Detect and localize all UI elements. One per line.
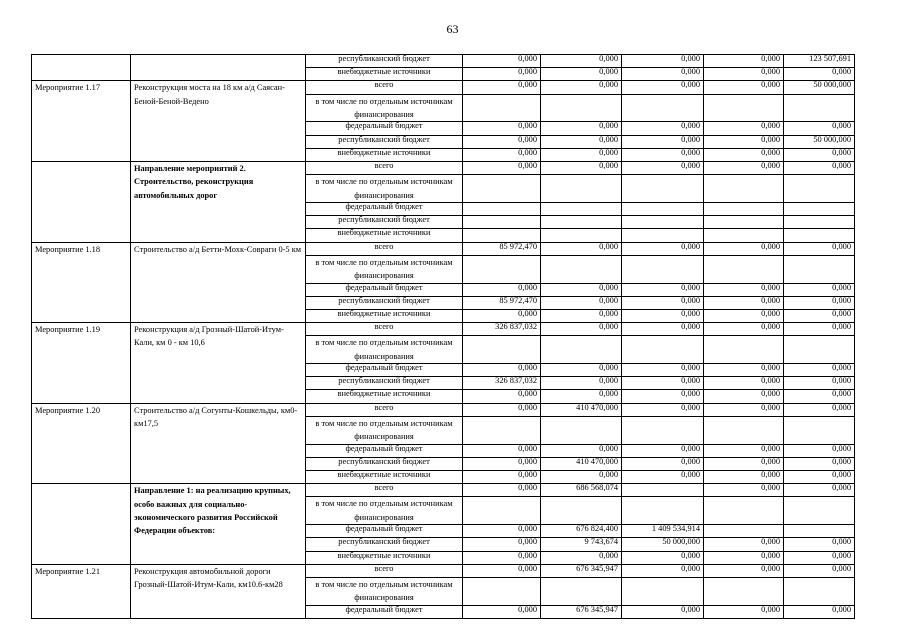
amount-cell: 0,000 xyxy=(541,309,622,322)
funding-source-cell: республиканский бюджет xyxy=(306,377,463,390)
amount-cell: 676 345,947 xyxy=(541,564,622,577)
amount-cell: 0,000 xyxy=(784,377,855,390)
amount-cell: 0,000 xyxy=(463,161,541,174)
amount-cell: 0,000 xyxy=(784,364,855,377)
amount-cell: 0,000 xyxy=(704,296,784,309)
amount-cell: 0,000 xyxy=(541,148,622,161)
event-name-cell: Реконструкция автомобильной дороги Грозный-Шатой-Итум-Кали, км10.6-км28 xyxy=(131,564,306,618)
amount-cell xyxy=(784,336,855,364)
funding-source-cell: в том числе по отдельным источникам финансирования xyxy=(306,336,463,364)
amount-cell: 0,000 xyxy=(622,444,704,457)
amount-cell: 0,000 xyxy=(784,538,855,551)
amount-cell: 686 568,074 xyxy=(541,484,622,497)
amount-cell xyxy=(704,229,784,242)
amount-cell: 0,000 xyxy=(622,323,704,336)
amount-cell: 0,000 xyxy=(541,81,622,94)
funding-source-cell: федеральный бюджет xyxy=(306,122,463,135)
amount-cell xyxy=(784,229,855,242)
funding-source-cell: республиканский бюджет xyxy=(306,135,463,148)
funding-source-cell: в том числе по отдельным источникам финансирования xyxy=(306,497,463,525)
amount-cell xyxy=(541,336,622,364)
amount-cell xyxy=(784,202,855,215)
amount-cell: 326 837,032 xyxy=(463,377,541,390)
funding-source-cell: внебюджетные источники xyxy=(306,229,463,242)
funding-source-cell: республиканский бюджет xyxy=(306,296,463,309)
amount-cell: 0,000 xyxy=(704,364,784,377)
funding-source-cell: республиканский бюджет xyxy=(306,55,463,68)
amount-cell: 0,000 xyxy=(463,390,541,403)
amount-cell xyxy=(704,216,784,229)
amount-cell xyxy=(622,94,704,122)
page-number: 63 xyxy=(446,22,459,36)
amount-cell: 0,000 xyxy=(541,390,622,403)
amount-cell xyxy=(463,175,541,203)
amount-cell: 0,000 xyxy=(463,551,541,564)
funding-source-cell: внебюджетные источники xyxy=(306,148,463,161)
amount-cell: 0,000 xyxy=(622,135,704,148)
direction-name-cell: Направление 1: на реализацию крупных, особо важных для социально-экономического развития Российской Федерации объектов: xyxy=(131,484,306,565)
amount-cell xyxy=(784,416,855,444)
amount-cell xyxy=(541,416,622,444)
amount-cell: 0,000 xyxy=(704,309,784,322)
amount-cell: 0,000 xyxy=(463,605,541,618)
amount-cell: 9 743,674 xyxy=(541,538,622,551)
funding-source-cell: в том числе по отдельным источникам финансирования xyxy=(306,577,463,605)
amount-cell xyxy=(784,94,855,122)
amount-cell: 0,000 xyxy=(784,283,855,296)
amount-cell: 123 507,691 xyxy=(784,55,855,68)
funding-source-cell: федеральный бюджет xyxy=(306,202,463,215)
amount-cell xyxy=(704,416,784,444)
amount-cell: 0,000 xyxy=(784,148,855,161)
amount-cell: 85 972,470 xyxy=(463,242,541,255)
amount-cell: 0,000 xyxy=(541,242,622,255)
amount-cell: 0,000 xyxy=(541,122,622,135)
funding-source-cell: федеральный бюджет xyxy=(306,605,463,618)
amount-cell: 0,000 xyxy=(704,484,784,497)
amount-cell xyxy=(704,94,784,122)
amount-cell: 0,000 xyxy=(784,161,855,174)
amount-cell: 0,000 xyxy=(463,309,541,322)
amount-cell: 676 345,947 xyxy=(541,605,622,618)
amount-cell xyxy=(704,255,784,283)
amount-cell: 0,000 xyxy=(463,457,541,470)
funding-source-cell: в том числе по отдельным источникам финансирования xyxy=(306,94,463,122)
amount-cell: 0,000 xyxy=(622,309,704,322)
amount-cell: 0,000 xyxy=(541,68,622,81)
amount-cell xyxy=(463,94,541,122)
amount-cell xyxy=(784,525,855,538)
table-row xyxy=(32,564,855,577)
amount-cell: 0,000 xyxy=(704,161,784,174)
amount-cell xyxy=(622,577,704,605)
amount-cell: 0,000 xyxy=(704,444,784,457)
amount-cell xyxy=(704,497,784,525)
amount-cell xyxy=(463,229,541,242)
amount-cell: 0,000 xyxy=(463,525,541,538)
amount-cell xyxy=(622,416,704,444)
amount-cell: 0,000 xyxy=(463,68,541,81)
funding-source-cell: республиканский бюджет xyxy=(306,216,463,229)
amount-cell: 326 837,032 xyxy=(463,323,541,336)
funding-source-cell: в том числе по отдельным источникам финансирования xyxy=(306,255,463,283)
amount-cell: 0,000 xyxy=(463,403,541,416)
amount-cell: 0,000 xyxy=(784,242,855,255)
amount-cell: 0,000 xyxy=(704,283,784,296)
event-cell: Мероприятие 1.17 xyxy=(32,81,131,162)
amount-cell xyxy=(704,525,784,538)
amount-cell: 0,000 xyxy=(784,296,855,309)
amount-cell: 0,000 xyxy=(622,551,704,564)
amount-cell xyxy=(784,255,855,283)
amount-cell: 0,000 xyxy=(704,135,784,148)
amount-cell: 0,000 xyxy=(541,55,622,68)
amount-cell xyxy=(541,202,622,215)
amount-cell xyxy=(622,484,704,497)
funding-source-cell: внебюджетные источники xyxy=(306,309,463,322)
funding-source-cell: всего xyxy=(306,81,463,94)
amount-cell xyxy=(541,255,622,283)
amount-cell: 0,000 xyxy=(541,283,622,296)
amount-cell: 0,000 xyxy=(784,444,855,457)
amount-cell xyxy=(463,255,541,283)
amount-cell: 0,000 xyxy=(541,444,622,457)
amount-cell xyxy=(622,229,704,242)
amount-cell xyxy=(704,336,784,364)
amount-cell: 0,000 xyxy=(463,444,541,457)
funding-source-cell: внебюджетные источники xyxy=(306,551,463,564)
amount-cell: 0,000 xyxy=(541,135,622,148)
amount-cell: 0,000 xyxy=(463,135,541,148)
amount-cell: 0,000 xyxy=(704,390,784,403)
amount-cell xyxy=(784,216,855,229)
amount-cell: 0,000 xyxy=(463,538,541,551)
amount-cell: 0,000 xyxy=(784,68,855,81)
funding-source-cell: федеральный бюджет xyxy=(306,364,463,377)
funding-source-cell: в том числе по отдельным источникам финансирования xyxy=(306,416,463,444)
amount-cell: 0,000 xyxy=(541,364,622,377)
amount-cell: 410 470,000 xyxy=(541,457,622,470)
amount-cell: 0,000 xyxy=(463,148,541,161)
amount-cell: 0,000 xyxy=(704,471,784,484)
amount-cell: 0,000 xyxy=(622,364,704,377)
amount-cell: 0,000 xyxy=(622,471,704,484)
amount-cell xyxy=(704,577,784,605)
amount-cell: 50 000,000 xyxy=(784,81,855,94)
amount-cell: 0,000 xyxy=(463,122,541,135)
event-cell xyxy=(32,161,131,242)
funding-source-cell: в том числе по отдельным источникам финансирования xyxy=(306,175,463,203)
amount-cell xyxy=(622,202,704,215)
event-cell: Мероприятие 1.18 xyxy=(32,242,131,323)
amount-cell: 0,000 xyxy=(784,309,855,322)
funding-source-cell: всего xyxy=(306,484,463,497)
amount-cell: 0,000 xyxy=(704,564,784,577)
amount-cell: 0,000 xyxy=(622,390,704,403)
funding-source-cell: всего xyxy=(306,403,463,416)
amount-cell: 50 000,000 xyxy=(622,538,704,551)
amount-cell: 0,000 xyxy=(704,323,784,336)
table-row xyxy=(32,161,855,174)
amount-cell: 0,000 xyxy=(622,296,704,309)
amount-cell xyxy=(784,175,855,203)
amount-cell: 0,000 xyxy=(541,471,622,484)
amount-cell xyxy=(463,497,541,525)
amount-cell: 0,000 xyxy=(463,55,541,68)
amount-cell xyxy=(541,175,622,203)
funding-source-cell: федеральный бюджет xyxy=(306,283,463,296)
amount-cell: 410 470,000 xyxy=(541,403,622,416)
amount-cell: 0,000 xyxy=(622,605,704,618)
amount-cell: 0,000 xyxy=(463,364,541,377)
event-cell xyxy=(32,484,131,565)
amount-cell xyxy=(622,175,704,203)
amount-cell xyxy=(784,577,855,605)
amount-cell: 0,000 xyxy=(463,564,541,577)
amount-cell: 0,000 xyxy=(622,81,704,94)
amount-cell: 0,000 xyxy=(784,390,855,403)
amount-cell: 0,000 xyxy=(541,296,622,309)
amount-cell: 0,000 xyxy=(622,564,704,577)
amount-cell: 0,000 xyxy=(463,471,541,484)
amount-cell: 0,000 xyxy=(704,457,784,470)
amount-cell xyxy=(463,577,541,605)
amount-cell: 0,000 xyxy=(784,323,855,336)
amount-cell: 0,000 xyxy=(622,161,704,174)
amount-cell: 0,000 xyxy=(541,161,622,174)
amount-cell: 676 824,400 xyxy=(541,525,622,538)
amount-cell: 0,000 xyxy=(784,471,855,484)
funding-source-cell: внебюджетные источники xyxy=(306,471,463,484)
amount-cell: 50 000,000 xyxy=(784,135,855,148)
amount-cell: 0,000 xyxy=(622,377,704,390)
amount-cell: 0,000 xyxy=(622,242,704,255)
amount-cell: 0,000 xyxy=(541,551,622,564)
amount-cell: 0,000 xyxy=(622,68,704,81)
amount-cell xyxy=(622,497,704,525)
table-row xyxy=(32,484,855,497)
amount-cell: 0,000 xyxy=(463,484,541,497)
amount-cell xyxy=(541,229,622,242)
amount-cell: 0,000 xyxy=(622,283,704,296)
amount-cell xyxy=(704,175,784,203)
amount-cell: 0,000 xyxy=(622,457,704,470)
amount-cell: 0,000 xyxy=(463,81,541,94)
funding-source-cell: республиканский бюджет xyxy=(306,538,463,551)
event-cell: Мероприятие 1.19 xyxy=(32,323,131,404)
amount-cell: 85 972,470 xyxy=(463,296,541,309)
amount-cell xyxy=(622,336,704,364)
funding-source-cell: всего xyxy=(306,242,463,255)
table-row xyxy=(32,323,855,336)
amount-cell xyxy=(541,497,622,525)
amount-cell xyxy=(541,216,622,229)
amount-cell: 0,000 xyxy=(704,551,784,564)
event-name-cell: Строительство а/д Бетти-Мохк-Совраги 0-5 км xyxy=(131,242,306,323)
funding-source-cell: всего xyxy=(306,323,463,336)
amount-cell: 0,000 xyxy=(704,605,784,618)
event-name-cell: Реконструкция моста на 18 км а/д Саясан-Беной-Беной-Ведено xyxy=(131,81,306,162)
amount-cell: 0,000 xyxy=(784,403,855,416)
amount-cell xyxy=(541,577,622,605)
amount-cell: 0,000 xyxy=(622,403,704,416)
amount-cell: 1 409 534,914 xyxy=(622,525,704,538)
event-cell: Мероприятие 1.20 xyxy=(32,403,131,484)
table-row xyxy=(32,242,855,255)
amount-cell: 0,000 xyxy=(704,68,784,81)
amount-cell: 0,000 xyxy=(784,605,855,618)
event-name-cell xyxy=(131,55,306,81)
funding-source-cell: федеральный бюджет xyxy=(306,525,463,538)
amount-cell: 0,000 xyxy=(704,538,784,551)
funding-source-cell: всего xyxy=(306,564,463,577)
funding-source-cell: республиканский бюджет xyxy=(306,457,463,470)
direction-name-cell: Направление мероприятий 2. Строительство, реконструкция автомобильных дорог xyxy=(131,161,306,242)
amount-cell: 0,000 xyxy=(704,242,784,255)
amount-cell: 0,000 xyxy=(704,403,784,416)
amount-cell: 0,000 xyxy=(704,377,784,390)
table-row xyxy=(32,403,855,416)
amount-cell: 0,000 xyxy=(463,283,541,296)
amount-cell xyxy=(704,202,784,215)
table-row xyxy=(32,81,855,94)
event-cell xyxy=(32,55,131,81)
amount-cell: 0,000 xyxy=(784,457,855,470)
amount-cell: 0,000 xyxy=(784,564,855,577)
amount-cell: 0,000 xyxy=(704,148,784,161)
amount-cell: 0,000 xyxy=(704,122,784,135)
amount-cell: 0,000 xyxy=(784,551,855,564)
amount-cell: 0,000 xyxy=(541,377,622,390)
funding-source-cell: внебюджетные источники xyxy=(306,68,463,81)
amount-cell: 0,000 xyxy=(622,55,704,68)
amount-cell xyxy=(541,94,622,122)
amount-cell xyxy=(463,336,541,364)
amount-cell: 0,000 xyxy=(622,148,704,161)
amount-cell xyxy=(622,255,704,283)
amount-cell: 0,000 xyxy=(704,55,784,68)
amount-cell xyxy=(463,202,541,215)
event-name-cell: Реконструкция а/д Грозный-Шатой-Итум-Кали, км 0 - км 10,6 xyxy=(131,323,306,404)
event-name-cell: Строительство а/д Согунты-Кошкельды, км0-км17,5 xyxy=(131,403,306,484)
funding-source-cell: всего xyxy=(306,161,463,174)
amount-cell: 0,000 xyxy=(784,484,855,497)
amount-cell xyxy=(622,216,704,229)
funding-source-cell: федеральный бюджет xyxy=(306,444,463,457)
budget-table xyxy=(31,54,855,619)
amount-cell: 0,000 xyxy=(704,81,784,94)
amount-cell xyxy=(463,416,541,444)
amount-cell: 0,000 xyxy=(622,122,704,135)
event-cell: Мероприятие 1.21 xyxy=(32,564,131,618)
amount-cell: 0,000 xyxy=(541,323,622,336)
funding-source-cell: внебюджетные источники xyxy=(306,390,463,403)
table-row xyxy=(32,55,855,68)
amount-cell: 0,000 xyxy=(784,122,855,135)
amount-cell xyxy=(463,216,541,229)
amount-cell xyxy=(784,497,855,525)
